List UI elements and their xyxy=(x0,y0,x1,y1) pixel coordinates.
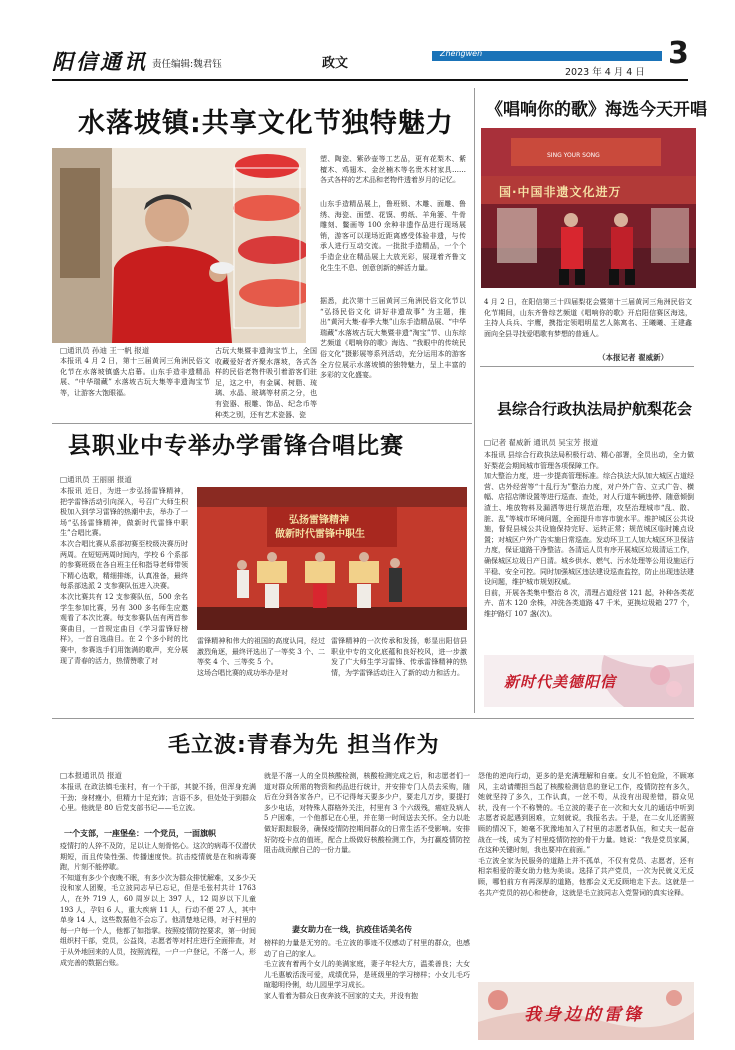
a4-body: 本报讯 县综合行政执法局积极行动、精心部署，全员出动，全力做好梨花会期间城市管理各项保障工作。 加大整治力度，进一步提高管理标准。综合执法大队加大城区占道经营、店外经营等“十乱行为”整治力度，对户外广告、立式广告、横幅、店招店牌设置等进行巡查、查处，对人行道车辆违停、随意倾倒渣土、堆放物料及漏洒等进行规范治理，攻坚治理城市“乱、散、脏、乱”等城市环境问题，全面提升市容市貌水平。维护城区公共设施，督促县城公共设施保持完好、运转正常；规范城区临时摊点设置；对城区户外广告实施日常巡查。发动环卫工人加大城区环卫保洁力度，保证道路干净整洁。各清运人员有序开展城区垃圾清运工作，确保城区垃圾日产日清。城乡供水、燃气、污水处理等公用设施运行平稳、安全可控。同时加强城区违法建设巡查监控，防止出现违法建设问题，维护城市规划权威。 目前，开展各类集中整治 8 次，清理占道经营 121 起，补种各类花卉、苗木 120 余株，冲洗各类道路 47 千米，更换垃圾箱 277 个，维护路灯 107 盏(次)。 xyxy=(484,451,694,618)
editor-label: 责任编辑:魏君钰 xyxy=(152,59,222,70)
page-number: 3 xyxy=(668,36,689,71)
a1-col3c: 据悉，此次第十三届黄河三角洲民俗文化节以 “弘扬民俗文化 讲好非遗故事” 为主题，推出“黄河大集·春季大集”山东手造精品展、“中华瑞藏”水落坡古玩大集暨非遗“淘宝”节、山东综艺频道《唱响你的歌》海选、“我眼中的传统民俗文化”摄影展等系列活动，充分运用本的游客全方位展示水落坡镇的独特魅力，呈上丰富的多彩的文化盛宴。 xyxy=(320,297,466,380)
a5-subhead-2: 妻女助力在一线，抗疫佳话美名传 xyxy=(292,924,412,934)
a5-col1a: 本报讯 在政法镇毛张村，有一个干部，其貌不扬，但浑身充满干劲；身材瘦小，但精力十足充沛；言语不多，但处处于到群众心里。他就是 80 后党支部书记——毛立波。 xyxy=(60,783,256,813)
rule-vertical-top xyxy=(474,88,475,713)
a2-caption: 4 月 2 日，在阳信第三十四届梨花会暨第十三届黄河三角洲民俗文化节期间，山东齐鲁综艺频道《唱响你的歌》开启阳信赛区海选，主持人兵兵、宇鹰，携指定领唱明星艺人陈寓名、王曦曦、王建鑫面向全县寻找爱唱歌有梦想的普通人。 xyxy=(484,298,692,338)
choir-banner-2: 做新时代雷锋中职生 xyxy=(275,529,365,540)
section-label: 政文 xyxy=(322,56,349,71)
a3-col1: 本报讯 近日，为进一步弘扬雷锋精神，把学雷锋活动引向深入，号召广大师生积极加入到学习雷锋的热潮中去，举办了一场“弘扬雷锋精神，做新时代雷锋中职生”合唱比赛。 本次合唱比赛从系部初赛至校级决赛历时两周。在短短两周时间内，学校 6 个系部的参赛班级在各自班主任和指导老师带领下精心选歌，精细排练，认真准备，最终每系部选派 2 支参赛队伍进入决赛。 本次比赛共有 12 支参赛队伍，500 余名学生参加比赛，另有 300 多名师生应邀观看了本次比赛。每支参赛队伍有两首参赛曲目，一首规定曲目《学习雷锋好榜样》，一首自选曲目。在 2 个多小时的比赛中，参赛选手们用饱满的歌声，充分展现了青春的活力，热情赞歌了对 xyxy=(60,487,188,665)
a5-col1b: 疫情打的人猝不及防，足以让人刻骨铭心。这次的病毒不仅潜伏期短，而且传染性强、传播速度快。抗击疫情就是在和病毒赛跑，片刻不能停歇。 不知道有多少个夜晚不眠，有多少次为群众排忧解难，又多少天没和家人团聚，毛立波同志早已忘记，但是毛张村共计 1763 人，在外 719 人，60 周岁以上 397 人，12 周岁以下儿童 193 人，孕妇 6 人，重大疾病 11 人，行动不便 27 人，其中单身 14 人，这些数据他不会忘了。他清楚地记得，对于村里的每一户每一个人，他都了如指掌。按照疫情防控要求，第一时间组织村干部，党员，公益岗，志愿者等对村庄进行全面排查，对于从外地回来的人员，按照流程，一户一户登记，不落一人，形成完善的数据台账。 xyxy=(60,842,256,967)
a1-col1: 本报讯 4 月 2 日，第十三届黄河三角洲民俗文化节在水落坡镇盛大启幕。山东手造非遗精品展、“中华瑞藏” 水落坡古玩大集等非遗淘宝节等，让游客大饱眼福。 xyxy=(60,357,210,397)
a5-subhead-1: 一个支部，一座堡垒：一个党员，一面旗帜 xyxy=(64,828,216,838)
photo-exhibition xyxy=(52,148,306,343)
ad-virtue-text: 新时代美德阳信 xyxy=(504,673,617,691)
rule-horizontal-a1 xyxy=(52,423,472,424)
article-title-enforcement: 县综合行政执法局护航梨花会 xyxy=(497,400,693,418)
a3-col3: 雷锋精神的一次传承和发扬，彰显出阳信县职业中专的文化底蕴和良好校风，进一步激发了广大师生学习雷锋、传承雷锋精神的热情，为学雷锋活动注入了新的动力和活力。 xyxy=(331,637,467,677)
ad-leifeng-text: 我身边的雷锋 xyxy=(524,1005,644,1025)
masthead xyxy=(0,0,735,80)
ad-virtue xyxy=(484,655,694,707)
a1-col2: 古玩大集暨非遗淘宝节上，全国收藏爱好者齐聚水落坡，各式各样的民俗老物件吸引着游客们驻足，这之中，有金属、树脂、琉璃、水晶、玻璃等材质之分，也有瓷器、根雕、饰品、纪念币等种类之别，还有艺术瓷器、瓷 xyxy=(215,347,317,419)
masthead-logo: 阳信通讯 xyxy=(52,49,148,74)
masthead-rule xyxy=(52,79,688,81)
byline-a1: □通讯员 孙迪 王一帆 报道 xyxy=(60,346,150,355)
article-title-leifeng: 县职业中专举办学雷锋合唱比赛 xyxy=(68,433,404,459)
byline-a4: □记者 翟威新 通讯员 吴宝芳 报道 xyxy=(484,438,599,447)
article-title-maolibo: 毛立波:青春为先 担当作为 xyxy=(168,733,440,758)
ad-leifeng xyxy=(478,982,694,1040)
article-title-singsong: 《唱响你的歌》海选今天开唱 xyxy=(486,100,707,120)
rule-horizontal-a2 xyxy=(480,366,694,367)
issue-date: 2023 年 4 月 4 日 xyxy=(565,67,645,78)
a5-col2b: 榜样的力量是无穷的。毛立波的事迹不仅感动了村里的群众，也感动了自己的家人。 毛立波有着两个女儿的美满家庭，妻子年轻大方，温柔善良；大女儿毛惠敏活泼可爱，成绩优异，是班级里的学习榜样；小女儿毛巧暄聪明伶俐，幼儿园里学习成长。 家人看着为群众日夜奔波不回家的丈夫，并没有抱 xyxy=(264,939,470,1000)
choir-banner-1: 弘扬雷锋精神 xyxy=(289,515,349,526)
byline-a3: □通讯员 王丽丽 报道 xyxy=(60,475,132,484)
section-pinyin: Zhengwen xyxy=(440,49,483,58)
stage-sign: SING YOUR SONG xyxy=(547,152,600,159)
article-title-shuiluopo: 水落坡镇:共享文化节独特魅力 xyxy=(78,108,454,139)
a1-col3b: 山东手造精品展上，鲁班锁、木雕、面雕、鲁绣、海瓷、面塑、花馍、剪纸、羊角篓、牛骨雕刻、鳖画等 100 余种非遗作品进行现场展销，游客可以现场近距离感受体验非遗，与传承人进行互动交流。一批批手造精品，一个个手造企业在精品展上大放光彩，展现着齐鲁文化生生不息、创意创新的鲜活力量。 xyxy=(320,200,466,272)
a2-credit: （本报记者 翟威新） xyxy=(598,353,669,362)
a3-col2: 雷锋精神和伟大的祖国的高度认同，经过激烈角逐，最终评选出了一等奖 3 个、二等奖 4 个、三等奖 5 个。 这场合唱比赛的成功举办是对 xyxy=(197,637,325,677)
a5-col2a: 就是不落一人的全员核酸检测，核酸检测完成之后，和志愿者们一道对群众所需的物资和药品进行统计，并安排专门人员去采购，随后在分到各家各户，已不记得每天要多少户，要走几万步，要提打多少电话，对特殊人群格外关注，村里有 3 个六级残，癌症及病人 5 户困难，一个他都记在心里，并在第一时间送去关怀。全力以赴做好跟踪服务，确保疫情防控期间群众的日常生活不受影响。安排好防疫卡点的值班，配合上级做好核酸检测工作，为打赢疫情防控阻击战贡献自己的一份力量。 xyxy=(264,772,470,855)
photo-choir xyxy=(197,487,467,630)
photo-stage xyxy=(481,128,696,288)
byline-a5: □本报通讯员 报道 xyxy=(60,771,122,780)
a5-col3: 怨他的逆向行动，更多的是充满理解和自豪。女儿不怕危险，不顾寒风，主动请缨担当起了核酸检测信息的登记工作，疫情防控有多久，她就坚持了多久，工作认真，一丝不苟，从没有出现差错，群众见状，没有一个不称赞的。毛立波的妻子在一次和大女儿的通话中听到志愿者说起遇到困难，立刻就说，我报名去。于是，在二女儿还需照顾的情况下，她毫不犹豫地加入了村里的志愿者队伍，和丈夫一起奋战在一线，成为了村里疫情防控的骨干力量。她说：“我是党员家属，在这种关键时刻，我也要冲在前面。” 毛立波全家为民服务的道路上并不孤单，不仅有党员、志愿者，还有相亲相爱的妻女助力他为美谈。选择了共产党员，一次为民就义无反顾，哪怕前方有再深厚的道路，他都会义无反顾地走下去。这就是一名共产党员的初心和使命，这就是毛立波同志入党誓词的真实诠释。 xyxy=(478,772,694,897)
rule-horizontal-bottom xyxy=(52,718,694,719)
a1-col3a: 塑、陶瓷、紫砂壶等工艺品，更有花梨木、紫檀木、鸡翅木、金丝楠木等名贵木材家具……各式各样的艺术品和老物件透着岁月的记忆。 xyxy=(320,155,466,185)
stage-text: 国·中国非遗文化进万 xyxy=(499,185,622,199)
